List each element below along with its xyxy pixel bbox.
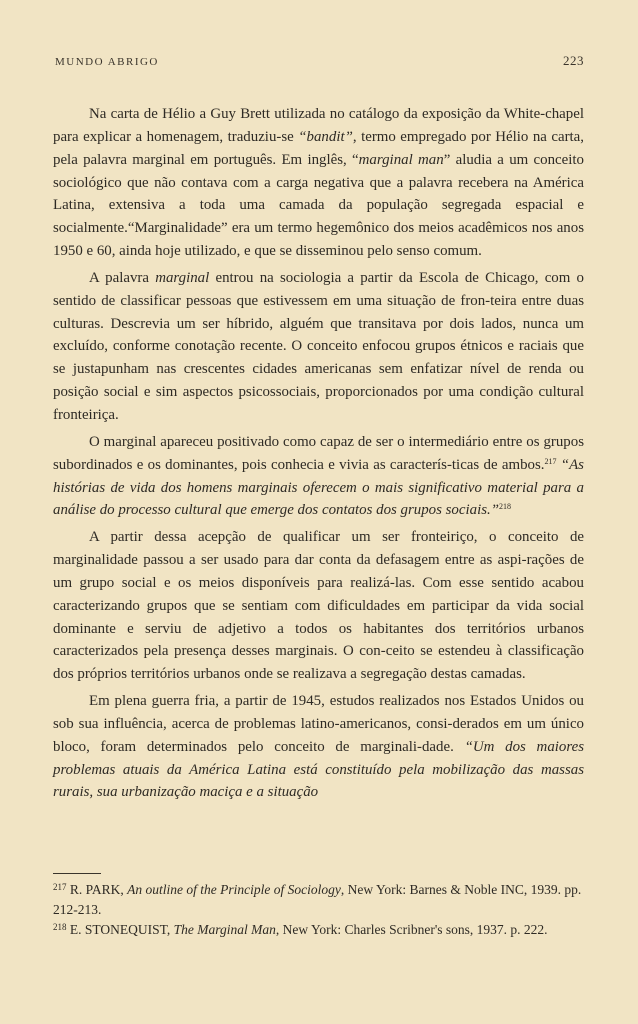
page-number: 223 [563,53,584,68]
text-run: , New York: Charles Scribner's sons, 1937. p. 222. [275,922,548,938]
text-run: A palavra [89,269,156,286]
text-run: entrou na sociologia a partir da Escola de Chicago, com o sentido de classificar pessoas que estivessem em uma situação de fron-teira entre duas culturas. Descrevia um ser híbrido, alguém que transitava por dois lados, nunca um excluído, conforme conotação recente. O conceito enfocou grupos étnicos e raciais que se justapunham nas crescentes cidades americanas sem enfatizar nível de renda ou posição social e sim aspectos psicossociais, proporcionados por uma condição cultural fronteiriça. [53,269,584,423]
footnote [53,920,584,940]
text-run: Na carta de Hélio a Guy Brett utilizada no catálogo da exposição da White-chapel para explicar a homenagem, traduziu-se [53,106,584,145]
italic-text: The Marginal Man [173,922,276,938]
paragraph [53,431,584,522]
italic-text: “bandit” [298,128,353,145]
footnote-ref: 217 [53,882,67,892]
footnotes [53,880,584,941]
paragraph [53,103,584,263]
text-run: E. STONEQUIST, [66,922,174,938]
paragraph [53,267,584,427]
text-run: O marginal apareceu positivado como capaz de ser o intermediário entre os grupos subordinados e os dominantes, pois conhecia e vivia as caracterís-ticas de ambos. [53,433,584,473]
italic-text: marginal [155,269,210,286]
italic-text: marginal man [358,151,444,168]
paragraph [53,526,584,686]
text-run: Em plena guerra fria, a partir de 1945, estudos realizados nos Estados Unidos ou sob sua influência, acerca de problemas latino-americanos, consi-derados em um único bloco, foram determinados pelo conceito de marginali-dade. [53,693,584,755]
text-run: A partir dessa acepção de qualificar um ser fronteiriço, o conceito de marginalidade passou a ser usado para dar conta da defasagem entre as aspi-rações de um grupo social e os meios disponíveis para realizá-las. Com esse sentido acabou caracterizando grupos que se sentiam com dificuldades em participar da vida social dominante e serviu de adjetivo a todos os habitantes dos territórios urbanos caracterizados pela presença desses marginais. O con-ceito se estendeu à classificação dos próprios territórios urbanos onde se realizava a segregação destas camadas. [53,529,584,683]
footnote [53,880,584,919]
italic-text: “As histórias de vida dos homens marginais oferecem o mais significativo material para a análise do processo cultural que emerge dos contatos dos grupos sociais.” [53,456,584,519]
italic-text: An outline of the Principle of Sociology [127,882,341,897]
body-text [53,103,584,808]
running-title: MUNDO ABRIGO [55,56,159,68]
paragraph [53,690,584,804]
footnote-ref: 218 [499,502,512,512]
text-run: R. PARK, [66,882,128,897]
footnote-ref: 218 [53,922,67,933]
text-run: ” aludia a um conceito sociológico que não contava com a carga negativa que a palavra recebera na América Latina, extensiva a toda uma camada da população segregada espacial e socialmente.“Marginalidade” era um termo hegemônico dos meios acadêmicos nos anos 1950 e 60, ainda hoje utilizado, e que se disseminou pelo senso comum. [53,151,584,260]
footnote-ref: 217 [544,456,557,466]
running-header [55,53,584,69]
text-run: , termo empregado por Hélio na carta, pela palavra marginal em português. Em inglês, “ [53,128,584,168]
italic-text: “Um dos maiores problemas atuais da América Latina está constituído pela mobilização das massas rurais, sua urbanização maciça e a situação [53,738,584,801]
footnote-rule [53,873,101,874]
text-run: , New York: Barnes & Noble INC, 1939. pp. 212-213. [53,882,582,917]
